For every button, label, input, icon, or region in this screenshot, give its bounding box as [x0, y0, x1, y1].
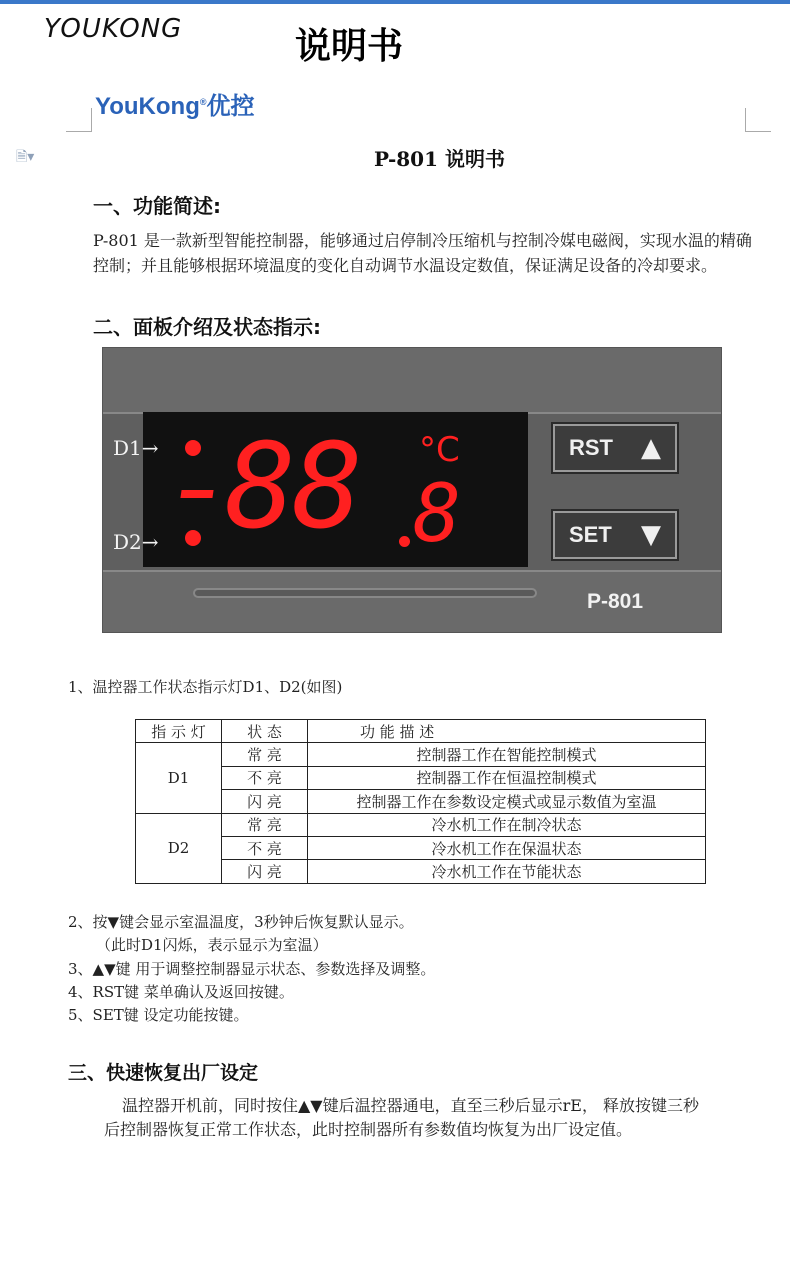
note-item-2-sub: （此时D1闪烁，表示显示为室温） — [96, 936, 328, 954]
note-item-4: 4、RST键 菜单确认及返回按键。 — [68, 983, 294, 1001]
panel-model-label: P-801 — [587, 590, 644, 613]
function-cell: 控制器工作在参数设定模式或显示数值为室温 — [308, 790, 706, 813]
table-header-row — [136, 720, 706, 743]
manual-title: 说明书 — [295, 26, 404, 67]
section3-heading: 三、快速恢复出厂设定 — [68, 1062, 259, 1084]
indicator-d2: D2 — [136, 813, 222, 883]
function-cell: 控制器工作在智能控制模式 — [308, 743, 706, 766]
state-cell: 不 亮 — [222, 836, 308, 859]
down-arrow-icon: ▼ — [641, 520, 661, 550]
document-title: P-801 说明书 — [374, 147, 505, 171]
state-cell: 常 亮 — [222, 813, 308, 836]
section2-heading: 二、面板介绍及状态指示: — [93, 315, 321, 339]
table-row — [136, 743, 706, 766]
top-accent-bar — [0, 0, 790, 4]
table-row — [136, 836, 706, 859]
document-icon[interactable]: 🗎▾ — [16, 149, 35, 165]
note-item-2: 2、按▼键会显示室温温度，3秒钟后恢复默认显示。 — [68, 913, 414, 931]
logo-mark: ® — [199, 97, 207, 107]
celsius-unit: °C — [419, 430, 460, 470]
rst-button-label: RST — [569, 435, 613, 460]
set-button-label: SET — [569, 522, 612, 547]
table-row — [136, 790, 706, 813]
d2-indicator-led — [185, 530, 201, 546]
brand-script-heading: YOUKONG — [44, 14, 183, 44]
function-cell: 冷水机工作在制冷状态 — [308, 813, 706, 836]
header-state: 状 态 — [222, 720, 308, 743]
d2-label: D2→ — [113, 530, 159, 554]
page-corner-left — [66, 108, 92, 132]
page-corner-right — [745, 108, 771, 132]
header-indicator: 指 示 灯 — [136, 720, 222, 743]
note-item-5: 5、SET键 设定功能按键。 — [68, 1006, 249, 1024]
table-row — [136, 813, 706, 836]
state-cell: 闪 亮 — [222, 790, 308, 813]
up-arrow-icon: ▲ — [641, 433, 661, 463]
section3-text: 温控器开机前，同时按住▲▼键后温控器通电，直至三秒后显示rE， 释放按键三秒后控制器恢复正常工作状态，此时控制器所有参数值均恢复为出厂设定值。 — [104, 1096, 700, 1139]
d1-label: D1→ — [113, 436, 159, 460]
logo-text: YouKong — [95, 93, 200, 120]
table-row — [136, 766, 706, 789]
led-display — [143, 412, 528, 567]
rst-button — [553, 424, 677, 472]
controller-panel-image — [102, 347, 722, 633]
set-button — [553, 511, 677, 559]
table-row — [136, 860, 706, 883]
function-cell: 冷水机工作在保温状态 — [308, 836, 706, 859]
indicator-status-table — [135, 719, 706, 884]
panel-slot — [193, 588, 537, 598]
section1-heading: 一、功能简述: — [93, 194, 221, 218]
header-function: 功 能 描 述 — [308, 720, 706, 743]
state-cell: 常 亮 — [222, 743, 308, 766]
section1-text: P-801 是一款新型智能控制器，能够通过启停制冷压缩机与控制冷媒电磁阀，实现水温的精确控制；并且能够根据环境温度的变化自动调节水温设定数值，保证满足设备的冷却要求。 — [93, 231, 752, 275]
indicator-d1: D1 — [136, 743, 222, 813]
function-cell: 冷水机工作在节能状态 — [308, 860, 706, 883]
main-digits: 88 — [225, 417, 360, 555]
state-cell: 闪 亮 — [222, 860, 308, 883]
function-cell: 控制器工作在恒温控制模式 — [308, 766, 706, 789]
brand-logo — [95, 86, 255, 121]
logo-cn: 优控 — [206, 93, 255, 120]
note-item-1: 1、温控器工作状态指示灯D1、D2(如图) — [68, 678, 343, 696]
d1-indicator-led — [185, 440, 201, 456]
decimal-point — [399, 536, 410, 547]
decimal-digit: 8 — [413, 467, 462, 560]
minus-segment — [180, 490, 213, 498]
state-cell: 不 亮 — [222, 766, 308, 789]
note-item-3: 3、▲▼键 用于调整控制器显示状态、参数选择及调整。 — [68, 960, 436, 978]
